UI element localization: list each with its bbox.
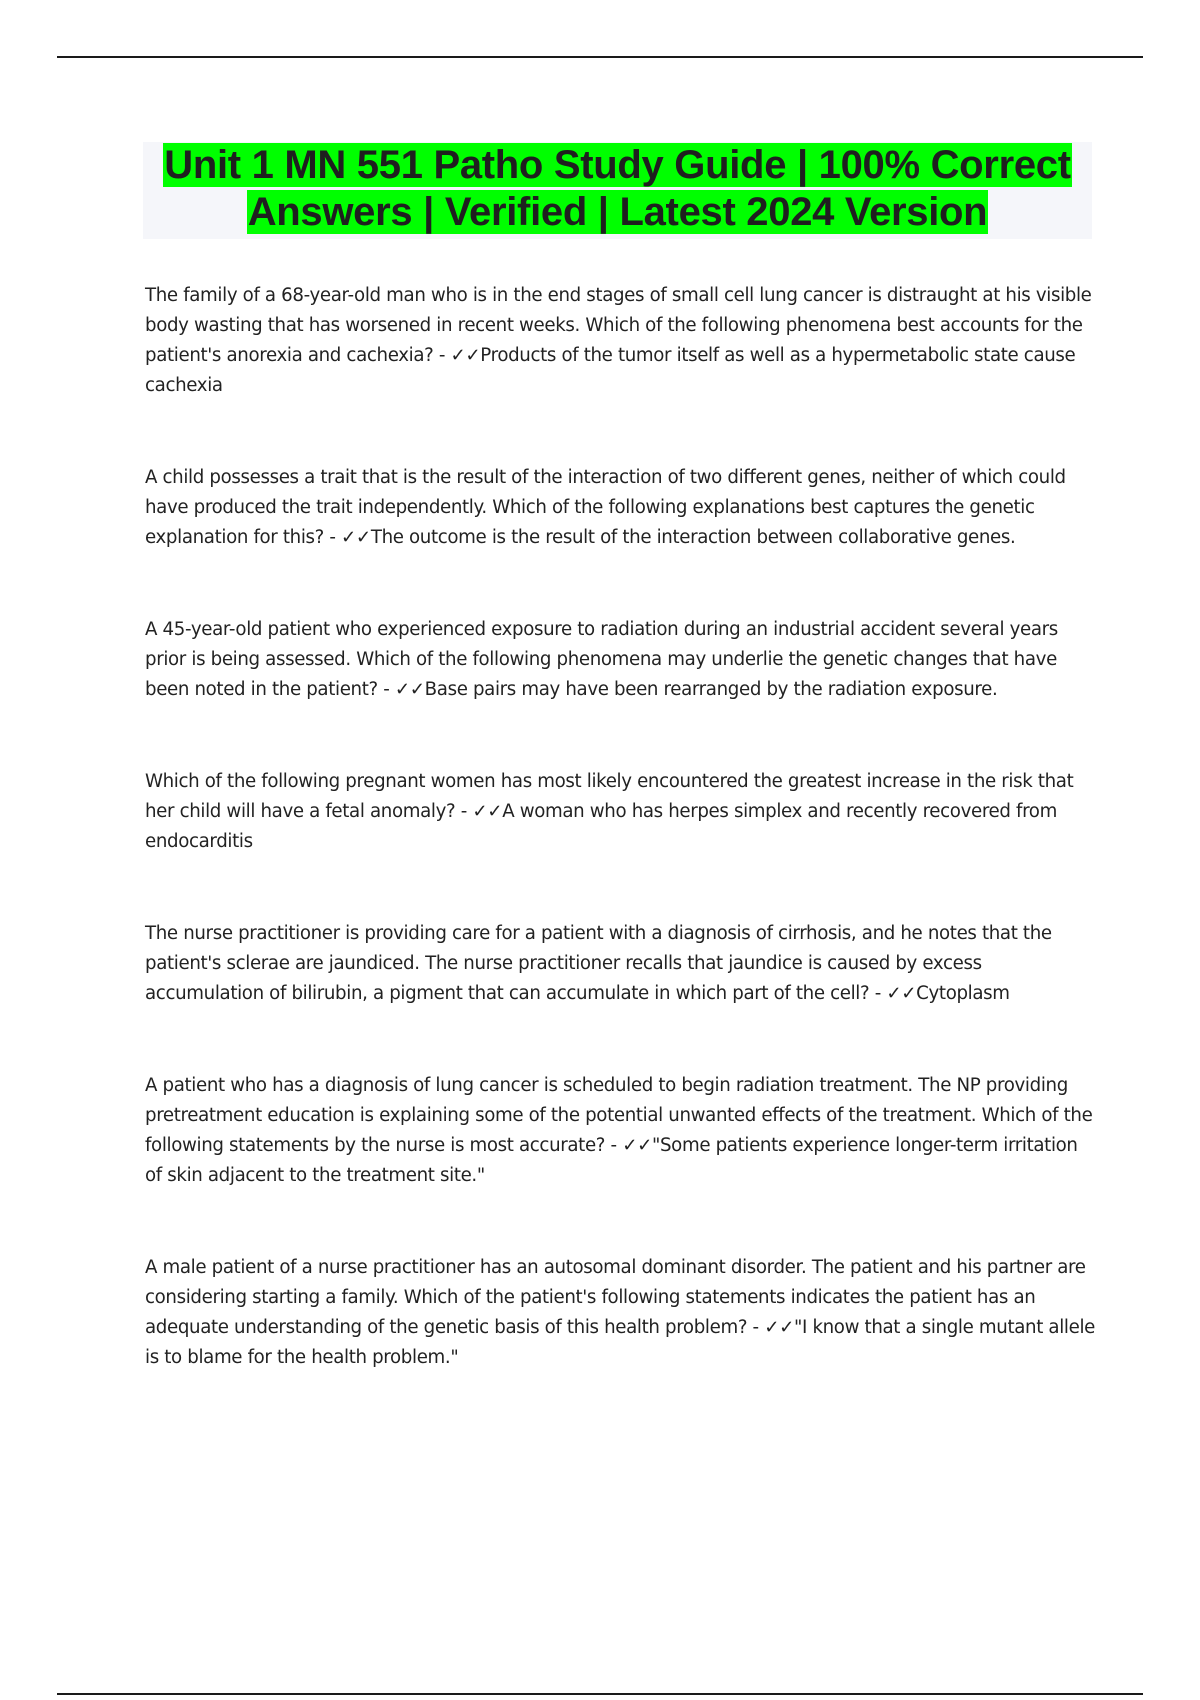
answer-text: A woman who has herpes simplex and recently recovered from endocarditis [145, 801, 1057, 852]
answer-text: Cytoplasm [916, 983, 1010, 1004]
document-title [143, 142, 1092, 239]
check-mark-icon: ✓✓ [394, 679, 425, 700]
qa-item [145, 615, 1095, 705]
qa-item [145, 281, 1095, 401]
answer-separator: - [377, 679, 395, 700]
answer-text: The outcome is the result of the interaction between collaborative genes. [370, 527, 1016, 548]
title-line-2: Answers | Verified | Latest 2024 Version [247, 190, 988, 234]
question-text: Which of the following pregnant women has most likely encountered the greatest increase in the risk that her child will have a fetal anomaly? [145, 771, 1074, 822]
question-answer-list [145, 281, 1095, 1373]
qa-item [145, 1071, 1095, 1191]
answer-text: "I know that a single mutant allele is to blame for the health problem." [145, 1317, 1095, 1368]
question-text: The nurse practitioner is providing care for a patient with a diagnosis of cirrhosis, and he notes that the patient's sclerae are jaundiced. The nurse practitioner recalls that jaundice is caused by excess accumulation of bilirubin, a pigment that can accumulate in which part of the cell? [145, 923, 1052, 1004]
footer-rule [57, 1693, 1143, 1695]
check-mark-icon: ✓✓ [341, 527, 371, 548]
check-mark-icon: ✓✓ [472, 801, 503, 822]
check-mark-icon: ✓✓ [450, 345, 481, 366]
qa-item [145, 1253, 1095, 1373]
question-text: A 45-year-old patient who experienced exposure to radiation during an industrial accident several years prior is being assessed. Which of the following phenomena may underlie the genetic changes that have been noted in the patient? [145, 619, 1058, 700]
answer-separator: - [605, 1135, 623, 1156]
title-line-1: Unit 1 MN 551 Patho Study Guide | 100% Correct [164, 143, 1071, 187]
answer-text: Base pairs may have been rearranged by the radiation exposure. [424, 679, 998, 700]
answer-text: Products of the tumor itself as well as a hypermetabolic state cause cachexia [145, 345, 1076, 396]
answer-separator: - [869, 983, 887, 1004]
check-mark-icon: ✓✓ [764, 1317, 794, 1338]
qa-item [145, 919, 1095, 1009]
answer-separator: - [433, 345, 451, 366]
answer-separator: - [747, 1317, 765, 1338]
answer-separator: - [323, 527, 342, 548]
qa-item [145, 463, 1095, 553]
question-text: A patient who has a diagnosis of lung cancer is scheduled to begin radiation treatment. The NP providing pretreatment education is explaining some of the potential unwanted effects of the treatment. Which of the following statements by the nurse is most accurate? [145, 1075, 1093, 1156]
check-mark-icon: ✓✓ [622, 1135, 652, 1156]
header-rule [57, 56, 1143, 58]
answer-separator: - [455, 801, 473, 822]
check-mark-icon: ✓✓ [886, 983, 917, 1004]
question-text: A child possesses a trait that is the result of the interaction of two different genes, neither of which could have produced the trait independently. Which of the following explanations best captures the genetic explanation for this? [145, 467, 1066, 548]
qa-item [145, 767, 1095, 857]
answer-text: "Some patients experience longer-term irritation of skin adjacent to the treatment site." [145, 1135, 1078, 1186]
question-text: The family of a 68-year-old man who is in the end stages of small cell lung cancer is distraught at his visible body wasting that has worsened in recent weeks. Which of the following phenomena best accounts for the patient's anorexia and cachexia? [145, 285, 1092, 366]
question-text: A male patient of a nurse practitioner has an autosomal dominant disorder. The patient and his partner are considering starting a family. Which of the patient's following statements indicates the patient has an adequate understanding of the genetic basis of this health problem? [145, 1257, 1086, 1338]
